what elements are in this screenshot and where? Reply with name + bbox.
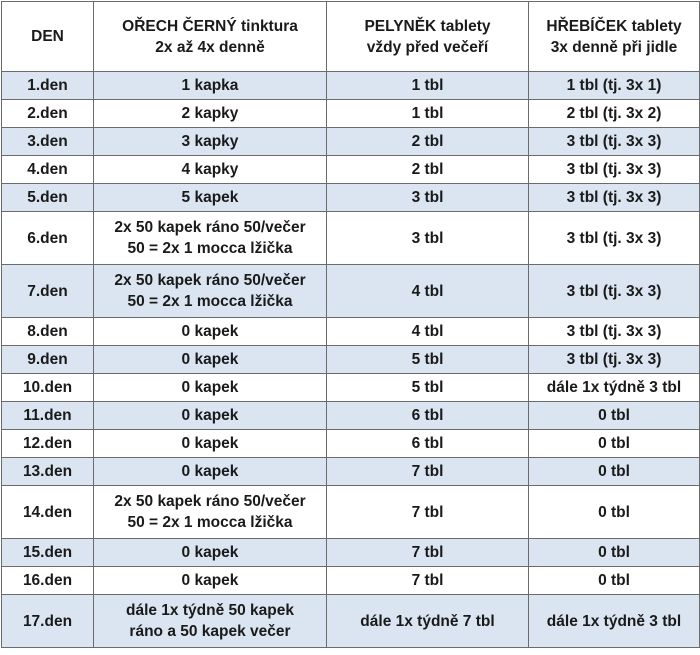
pelynek-dose-line: 4 tbl [411, 282, 444, 300]
cell-hrebicek [529, 595, 700, 648]
pelynek-dose-line: 3 tbl [411, 189, 444, 206]
cell-hrebicek [529, 539, 700, 567]
cell-pelynek [327, 72, 529, 100]
hrebicek-dose-line: 3 tbl (tj. 3x 3) [566, 189, 662, 206]
cell-hrebicek [529, 100, 700, 128]
cell-orech [94, 567, 327, 595]
den-label: 4.den [27, 161, 68, 178]
orech-dose-line: 4 kapky [181, 161, 239, 178]
cell-orech [94, 100, 327, 128]
cell-hrebicek [529, 72, 700, 100]
cell-hrebicek [529, 486, 700, 539]
den-label: 6.den [27, 229, 68, 247]
cell-den [2, 265, 94, 318]
hrebicek-dose-line: 0 tbl [598, 435, 630, 452]
cell-pelynek [327, 486, 529, 539]
table-row [2, 184, 700, 212]
orech-dose-line: dále 1x týdně 50 kapek [125, 602, 294, 619]
hrebicek-dose-line: 0 tbl [598, 407, 630, 424]
table-body [2, 72, 700, 648]
cell-hrebicek [529, 156, 700, 184]
cell-den [2, 402, 94, 430]
cell-hrebicek [529, 184, 700, 212]
pelynek-dose-line: 2 tbl [411, 161, 444, 178]
table-row [2, 100, 700, 128]
table-row [2, 595, 700, 648]
pelynek-dose-line: 3 tbl [411, 229, 444, 247]
table-row [2, 128, 700, 156]
hrebicek-dose-line: 3 tbl (tj. 3x 3) [566, 133, 662, 150]
cell-pelynek [327, 184, 529, 212]
den-label: 16.den [22, 572, 73, 589]
den-label: 10.den [22, 379, 73, 396]
orech-dose-line: 3 kapky [181, 133, 239, 150]
header-pelynek [327, 2, 529, 72]
header-hrebicek-subtitle: 3x denně při jidle [550, 38, 678, 56]
cell-orech [94, 402, 327, 430]
orech-dose-line: 2x 50 kapek ráno 50/večer [114, 272, 306, 289]
cell-den [2, 595, 94, 648]
table-row [2, 374, 700, 402]
table-row [2, 156, 700, 184]
hrebicek-dose-line: 2 tbl (tj. 3x 2) [566, 105, 662, 122]
orech-dose-line: 50 = 2x 1 mocca lžička [127, 514, 293, 531]
cell-pelynek [327, 402, 529, 430]
orech-dose-line: 50 = 2x 1 mocca lžička [127, 293, 293, 310]
cell-hrebicek [529, 346, 700, 374]
cell-orech [94, 212, 327, 265]
orech-dose-line: 0 kapek [181, 407, 239, 424]
cell-hrebicek [529, 430, 700, 458]
orech-dose-line: 0 kapek [181, 435, 239, 452]
cell-pelynek [327, 156, 529, 184]
cell-pelynek [327, 430, 529, 458]
hrebicek-dose-line: 1 tbl (tj. 3x 1) [566, 77, 662, 94]
hrebicek-dose-line: 3 tbl (tj. 3x 3) [566, 351, 662, 368]
hrebicek-dose-line: 0 tbl [598, 544, 630, 561]
orech-dose-line: 0 kapek [181, 351, 239, 368]
pelynek-dose-line: 1 tbl [411, 105, 444, 122]
header-orech-title: OŘECH ČERNÝ tinktura [122, 17, 298, 35]
pelynek-dose-line: 1 tbl [411, 77, 444, 94]
orech-dose-line: 2 kapky [181, 105, 239, 122]
cell-hrebicek [529, 318, 700, 346]
orech-dose-line: 5 kapek [181, 189, 239, 206]
header-pelynek-subtitle: vždy před večeří [366, 38, 489, 56]
cell-den [2, 184, 94, 212]
cell-orech [94, 156, 327, 184]
cell-den [2, 458, 94, 486]
pelynek-dose-line: 5 tbl [411, 379, 444, 396]
orech-dose-line: 0 kapek [181, 544, 239, 561]
table-row [2, 318, 700, 346]
dosage-table [1, 1, 700, 648]
table-row [2, 567, 700, 595]
cell-orech [94, 430, 327, 458]
orech-dose-line: 0 kapek [181, 463, 239, 480]
den-label: 13.den [22, 463, 73, 480]
orech-dose-line: 0 kapek [181, 379, 239, 396]
cell-orech [94, 458, 327, 486]
pelynek-dose-line: 7 tbl [411, 572, 444, 589]
cell-den [2, 346, 94, 374]
cell-den [2, 539, 94, 567]
cell-pelynek [327, 318, 529, 346]
cell-orech [94, 595, 327, 648]
hrebicek-dose-line: 0 tbl [598, 572, 630, 589]
cell-hrebicek [529, 265, 700, 318]
pelynek-dose-line: 7 tbl [411, 503, 444, 521]
cell-den [2, 374, 94, 402]
cell-orech [94, 346, 327, 374]
hrebicek-dose-line: 0 tbl [598, 463, 630, 480]
cell-pelynek [327, 265, 529, 318]
pelynek-dose-line: dále 1x týdně 7 tbl [360, 612, 495, 630]
hrebicek-dose-line: 3 tbl (tj. 3x 3) [566, 282, 662, 300]
header-hrebicek-title: HŘEBÍČEK tablety [546, 17, 682, 35]
table-row [2, 212, 700, 265]
cell-pelynek [327, 595, 529, 648]
cell-pelynek [327, 539, 529, 567]
cell-den [2, 156, 94, 184]
table-row [2, 539, 700, 567]
orech-dose-line: 0 kapek [181, 572, 239, 589]
cell-orech [94, 318, 327, 346]
header-den [2, 2, 94, 72]
cell-den [2, 486, 94, 539]
cell-hrebicek [529, 212, 700, 265]
cell-orech [94, 128, 327, 156]
den-label: 8.den [27, 323, 68, 340]
hrebicek-dose-line: 0 tbl [598, 503, 630, 521]
pelynek-dose-line: 4 tbl [411, 323, 444, 340]
orech-dose-line: 2x 50 kapek ráno 50/večer [114, 219, 306, 236]
den-label: 7.den [27, 282, 68, 300]
table-row [2, 486, 700, 539]
header-hrebicek [529, 2, 700, 72]
cell-den [2, 128, 94, 156]
den-label: 14.den [22, 503, 73, 521]
orech-dose-line: ráno a 50 kapek večer [129, 623, 291, 640]
cell-orech [94, 184, 327, 212]
cell-pelynek [327, 100, 529, 128]
cell-pelynek [327, 374, 529, 402]
hrebicek-dose-line: 3 tbl (tj. 3x 3) [566, 161, 662, 178]
header-row [2, 2, 700, 72]
cell-orech [94, 539, 327, 567]
cell-den [2, 212, 94, 265]
table-row [2, 402, 700, 430]
cell-den [2, 567, 94, 595]
table-row [2, 346, 700, 374]
cell-den [2, 100, 94, 128]
pelynek-dose-line: 5 tbl [411, 351, 444, 368]
hrebicek-dose-line: 3 tbl (tj. 3x 3) [566, 323, 662, 340]
cell-hrebicek [529, 128, 700, 156]
orech-dose-line: 1 kapka [181, 77, 239, 94]
table-row [2, 265, 700, 318]
table-header [2, 2, 700, 72]
cell-den [2, 72, 94, 100]
pelynek-dose-line: 7 tbl [411, 544, 444, 561]
header-orech [94, 2, 327, 72]
den-label: 2.den [27, 105, 68, 122]
cell-pelynek [327, 128, 529, 156]
table-row [2, 458, 700, 486]
cell-orech [94, 72, 327, 100]
orech-dose-line: 0 kapek [181, 323, 239, 340]
den-label: 12.den [22, 435, 73, 452]
cell-orech [94, 374, 327, 402]
den-label: 11.den [23, 407, 72, 424]
hrebicek-dose-line: dále 1x týdně 3 tbl [546, 379, 682, 396]
hrebicek-dose-line: dále 1x týdně 3 tbl [546, 612, 682, 630]
header-pelynek-title: PELYNĚK tablety [364, 17, 491, 35]
cell-pelynek [327, 567, 529, 595]
cell-hrebicek [529, 402, 700, 430]
pelynek-dose-line: 6 tbl [411, 435, 444, 452]
den-label: 1.den [27, 77, 68, 94]
cell-den [2, 318, 94, 346]
den-label: 17.den [22, 612, 73, 630]
cell-den [2, 430, 94, 458]
cell-orech [94, 265, 327, 318]
pelynek-dose-line: 6 tbl [411, 407, 444, 424]
den-label: 3.den [27, 133, 68, 150]
orech-dose-line: 50 = 2x 1 mocca lžička [127, 240, 293, 257]
den-label: 5.den [27, 189, 68, 206]
cell-hrebicek [529, 374, 700, 402]
header-den-label: DEN [31, 28, 64, 45]
pelynek-dose-line: 2 tbl [411, 133, 444, 150]
orech-dose-line: 2x 50 kapek ráno 50/večer [114, 493, 306, 510]
den-label: 9.den [27, 351, 68, 368]
table-row [2, 72, 700, 100]
cell-orech [94, 486, 327, 539]
cell-hrebicek [529, 567, 700, 595]
cell-pelynek [327, 212, 529, 265]
pelynek-dose-line: 7 tbl [411, 463, 444, 480]
den-label: 15.den [22, 544, 73, 561]
table-row [2, 430, 700, 458]
cell-pelynek [327, 458, 529, 486]
cell-hrebicek [529, 458, 700, 486]
hrebicek-dose-line: 3 tbl (tj. 3x 3) [566, 229, 662, 247]
header-orech-subtitle: 2x až 4x denně [155, 38, 265, 56]
cell-pelynek [327, 346, 529, 374]
